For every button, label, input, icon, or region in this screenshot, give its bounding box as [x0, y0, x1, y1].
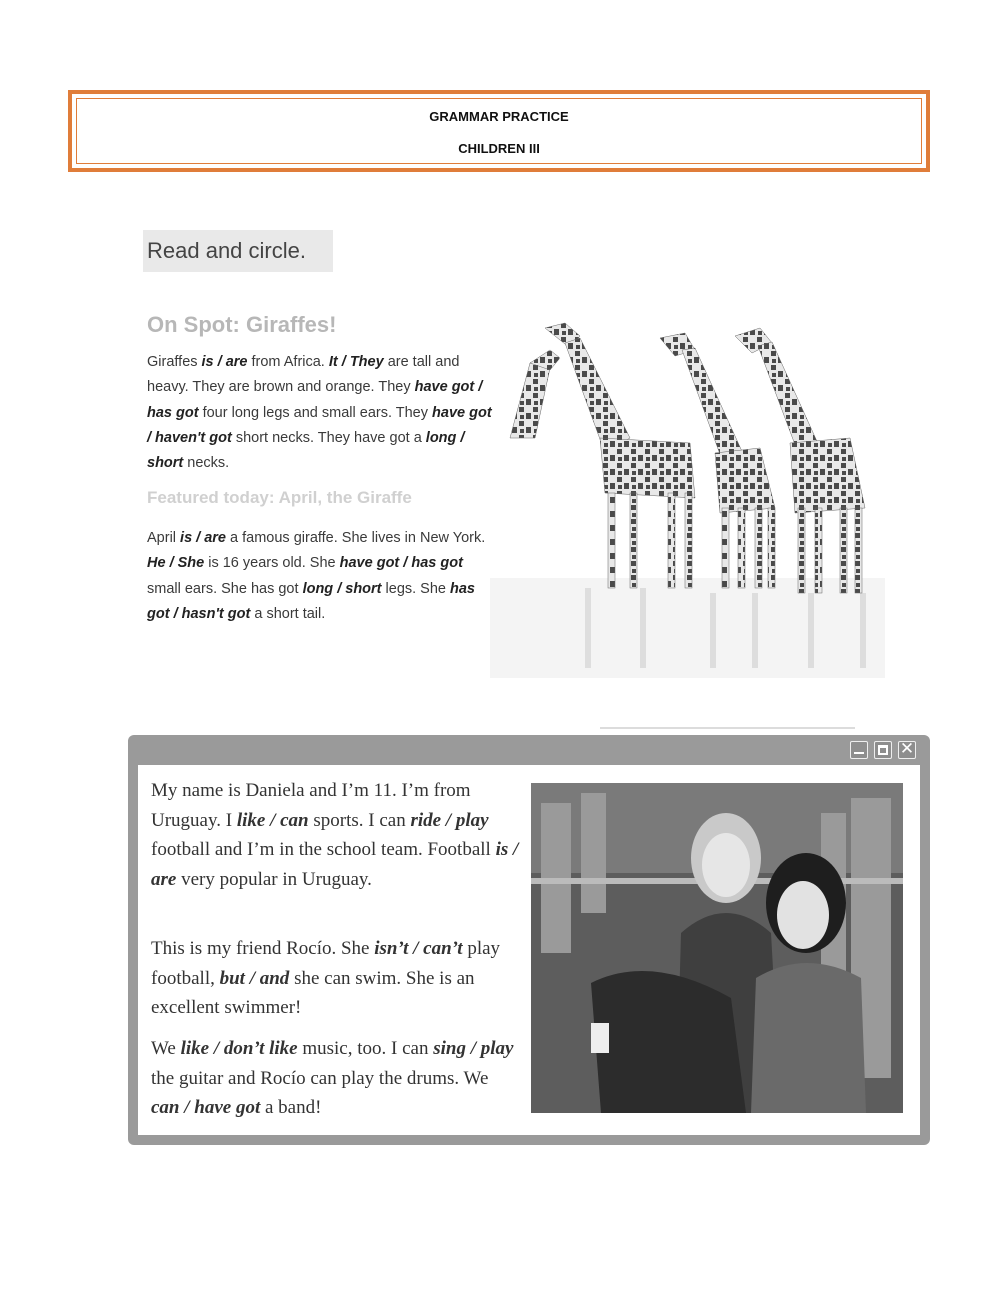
choice-long-short[interactable]: long / short	[147, 429, 465, 472]
choice-have-havent-got[interactable]: have got / haven't got	[147, 404, 492, 446]
choice-like-can[interactable]: like / can	[236, 809, 309, 831]
text: a band!	[260, 1097, 322, 1118]
choice-like-dont-like[interactable]: like / don’t like	[180, 1038, 298, 1059]
giraffe-paragraph-1	[147, 350, 492, 476]
giraffe-paragraph-2	[147, 526, 492, 627]
worksheet-title: GRAMMAR PRACTICE	[429, 109, 569, 124]
window-body	[138, 765, 920, 1135]
girls-photo	[531, 783, 903, 1113]
article-title: On Spot: Giraffes!	[147, 312, 337, 337]
header-inner-border	[76, 98, 922, 164]
text: necks.	[183, 455, 230, 472]
text-window	[128, 735, 930, 1145]
choice-have-has-got[interactable]: have got / has got	[339, 555, 463, 572]
text: music, too. I can	[297, 1038, 434, 1059]
text: she can swim. She is an excellent swimmer!	[151, 967, 475, 1018]
text: Giraffes	[147, 354, 202, 370]
text: very popular in Uruguay.	[176, 868, 372, 890]
giraffe-article-panel	[120, 278, 886, 678]
choice-it-they[interactable]: It / They	[328, 354, 384, 370]
window-top-line	[600, 727, 855, 729]
text: a short tail.	[250, 605, 326, 622]
text: is 16 years old. She	[204, 555, 340, 572]
choice-can-have-got[interactable]: can / have got	[151, 1097, 261, 1118]
text: from Africa.	[247, 354, 329, 370]
close-glyph: ✕	[899, 739, 915, 758]
text: a famous giraffe. She lives in New York.	[226, 530, 486, 546]
text: four long legs and small ears. They	[198, 404, 433, 421]
daniela-paragraph-2	[151, 934, 521, 1023]
maximize-icon[interactable]	[874, 741, 892, 759]
worksheet-level: CHILDREN III	[458, 141, 540, 156]
article-subtitle: Featured today: April, the Giraffe	[147, 488, 412, 507]
choice-isnt-cant[interactable]: isn’t / can’t	[374, 938, 463, 959]
text: My name is Daniela and I’m 11. I’m from Uruguay. I	[151, 780, 471, 831]
choice-long-short[interactable]: long / short	[302, 580, 382, 597]
text: This is my friend Rocío. She	[151, 938, 375, 959]
choice-sing-play[interactable]: sing / play	[433, 1038, 514, 1059]
text: the guitar and Rocío can play the drums. We	[151, 1067, 489, 1089]
text: April	[147, 530, 181, 546]
choice-ride-play[interactable]: ride / play	[410, 809, 489, 831]
minimize-icon[interactable]	[850, 741, 868, 759]
text: are tall and heavy. They are brown and orange. They	[147, 354, 460, 396]
text: sports. I can	[308, 809, 411, 831]
text: small ears. She has got	[147, 580, 303, 597]
choice-has-hasnt-got[interactable]: has got / hasn't got	[147, 580, 476, 622]
choice-but-and[interactable]: but / and	[219, 967, 290, 989]
text: legs. She	[381, 580, 451, 597]
close-icon[interactable]	[898, 741, 916, 759]
instruction-label: Read and circle.	[143, 230, 333, 272]
choice-have-has-got[interactable]: have got / has got	[147, 379, 483, 421]
choice-is-are[interactable]: is / are	[201, 354, 248, 370]
choice-he-she[interactable]: He / She	[147, 555, 205, 572]
choice-is-are[interactable]: is / are	[151, 839, 519, 890]
giraffes-illustration	[490, 308, 885, 678]
text: short necks. They have got a	[231, 429, 426, 446]
text: football and I’m in the school team. Football	[151, 839, 496, 860]
text: We	[151, 1038, 181, 1059]
text: play football,	[151, 938, 501, 989]
daniela-paragraph-1	[151, 776, 521, 894]
daniela-paragraph-3	[151, 1034, 521, 1123]
choice-is-are[interactable]: is / are	[180, 530, 226, 546]
header-box	[68, 90, 930, 172]
